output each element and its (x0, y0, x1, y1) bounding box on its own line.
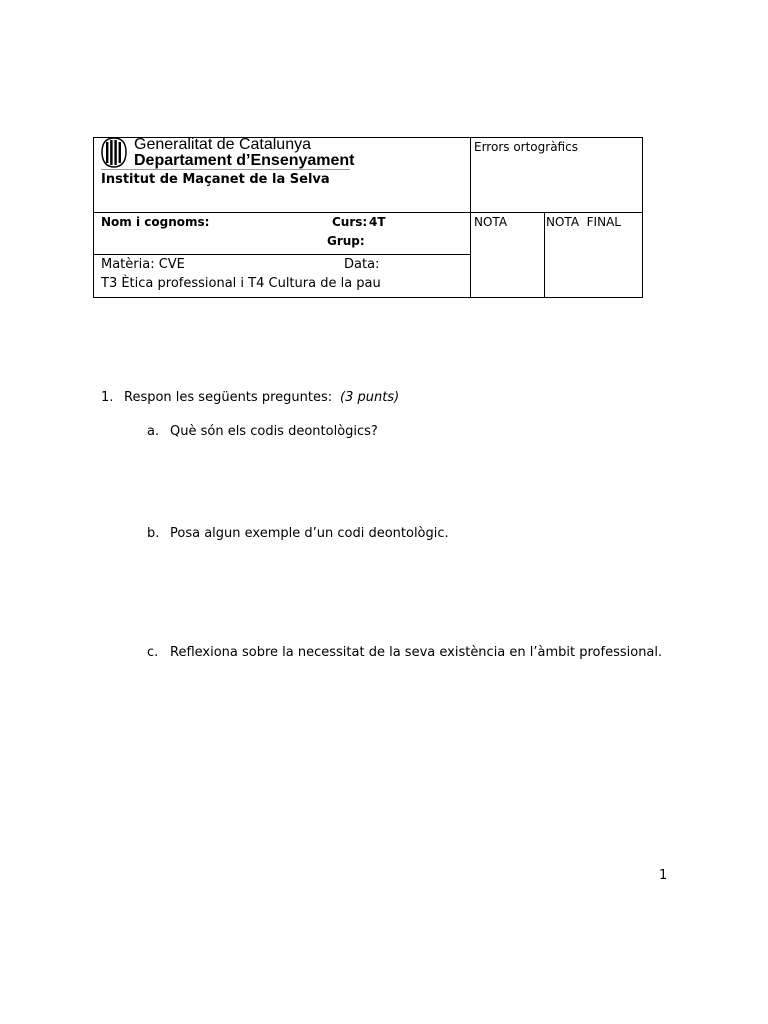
subject-label: Matèria: CVE (101, 257, 185, 272)
date-label: Data: (344, 257, 380, 272)
logo-text-generalitat: Generalitat de Catalunya (134, 136, 311, 153)
question-points: (3 punts) (340, 390, 400, 405)
nota-label: NOTA (474, 215, 508, 229)
subquestion-c-marker: c. (147, 645, 159, 660)
subquestion-b-text: Posa algun exemple d’un codi deontològic. (170, 526, 449, 541)
school-name: Institut de Maçanet de la Selva (101, 172, 330, 187)
table-divider-nota (544, 212, 545, 298)
course-label: Curs: (332, 215, 368, 229)
logo-text-department: Departament d’Ensenyament (134, 152, 355, 169)
course-value: 4T (369, 215, 386, 229)
group-label: Grup: (327, 234, 365, 248)
name-label: Nom i cognoms: (101, 215, 210, 229)
table-right-border (642, 137, 643, 298)
logo-underline (101, 169, 350, 170)
nota-final-label: NOTA FINAL (546, 215, 621, 229)
subquestion-a-text: Què són els codis deontològics? (170, 424, 378, 439)
table-divider-horizontal (93, 212, 643, 213)
question-number: 1. (101, 390, 114, 405)
table-left-border (93, 137, 94, 298)
subquestion-c-text: Reflexiona sobre la necessitat de la seva existència en l’àmbit professional. (170, 645, 663, 660)
table-divider-subject (93, 254, 471, 255)
topic-text: T3 Ètica professional i T4 Cultura de la pau (101, 276, 381, 291)
table-bottom-border (93, 297, 643, 298)
subquestion-a-marker: a. (147, 424, 160, 439)
generalitat-logo-icon (101, 137, 127, 168)
errors-label: Errors ortogràfics (474, 140, 578, 154)
table-divider-vertical (470, 137, 471, 298)
page-number: 1 (659, 868, 668, 883)
question-text: Respon les següents preguntes: (124, 390, 333, 405)
subquestion-b-marker: b. (147, 526, 160, 541)
